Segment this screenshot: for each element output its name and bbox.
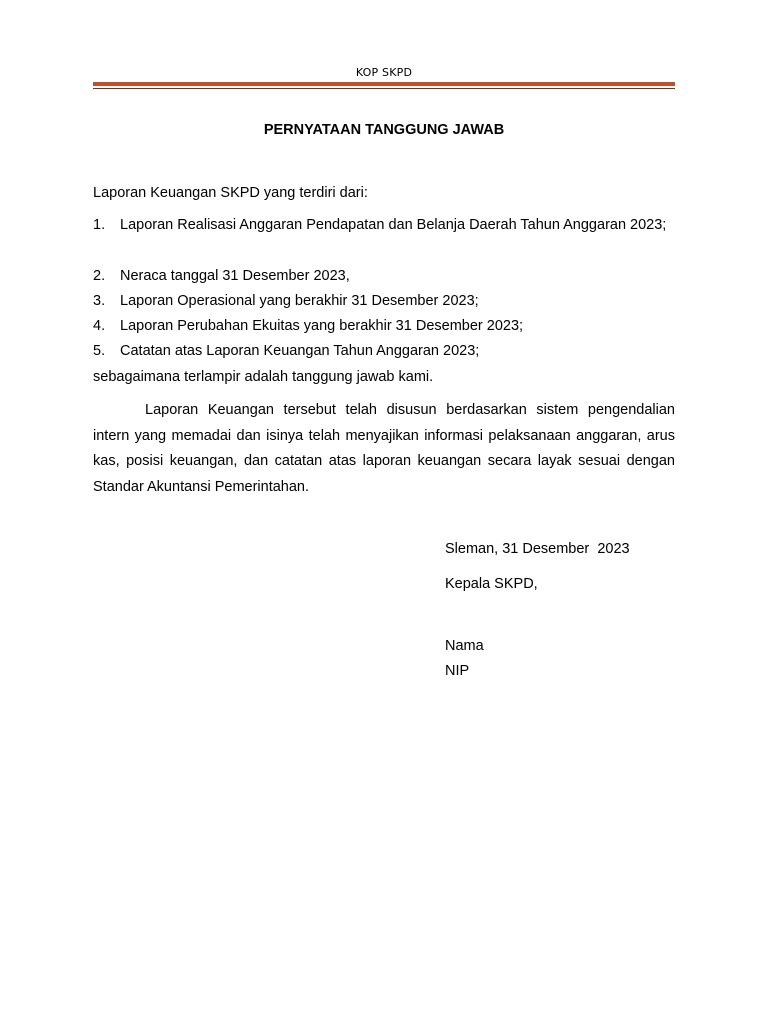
list-text: Neraca tanggal 31 Desember 2023, xyxy=(120,268,350,284)
list-number: 1. xyxy=(93,217,106,233)
list-text: Laporan Operasional yang berakhir 31 Desember 2023; xyxy=(120,293,479,309)
list-item-2 xyxy=(93,263,675,289)
list-number: 2. xyxy=(93,268,106,284)
list-number: 5. xyxy=(93,343,106,359)
letterhead-label: KOP SKPD xyxy=(355,66,413,79)
list-item-3 xyxy=(93,288,675,314)
document-title: PERNYATAAN TANGGUNG JAWAB xyxy=(263,122,505,138)
list-item-1 xyxy=(93,212,675,238)
signature-place-date: Sleman, 31 Desember 2023 xyxy=(445,541,630,557)
letterhead-rule-thin xyxy=(93,88,675,89)
list-text: Laporan Perubahan Ekuitas yang berakhir 31 Desember 2023; xyxy=(120,318,524,334)
body-paragraph: Laporan Keuangan tersebut telah disusun berdasarkan sistem pengendalian intern yang memadai dan isinya telah menyajikan informasi pelaksanaan anggaran, arus kas, posisi keuangan, dan catatan atas laporan keuangan secara layak sesuai dengan Standar Akuntansi Pemerintahan. xyxy=(93,402,675,495)
signature-nip: NIP xyxy=(445,663,470,679)
list-text: Laporan Realisasi Anggaran Pendapatan dan Belanja Daerah Tahun Anggaran 2023; xyxy=(120,217,667,233)
closing-line: sebagaimana terlampir adalah tanggung jawab kami. xyxy=(93,369,434,385)
signature-name: Nama xyxy=(445,638,484,654)
list-item-4 xyxy=(93,313,675,339)
letterhead-rule-thick xyxy=(93,82,675,86)
list-number: 4. xyxy=(93,318,106,334)
intro-text: Laporan Keuangan SKPD yang terdiri dari: xyxy=(93,185,368,201)
signature-position: Kepala SKPD, xyxy=(445,576,538,592)
list-number: 3. xyxy=(93,293,106,309)
list-text: Catatan atas Laporan Keuangan Tahun Anggaran 2023; xyxy=(120,343,480,359)
list-item-5 xyxy=(93,338,675,364)
